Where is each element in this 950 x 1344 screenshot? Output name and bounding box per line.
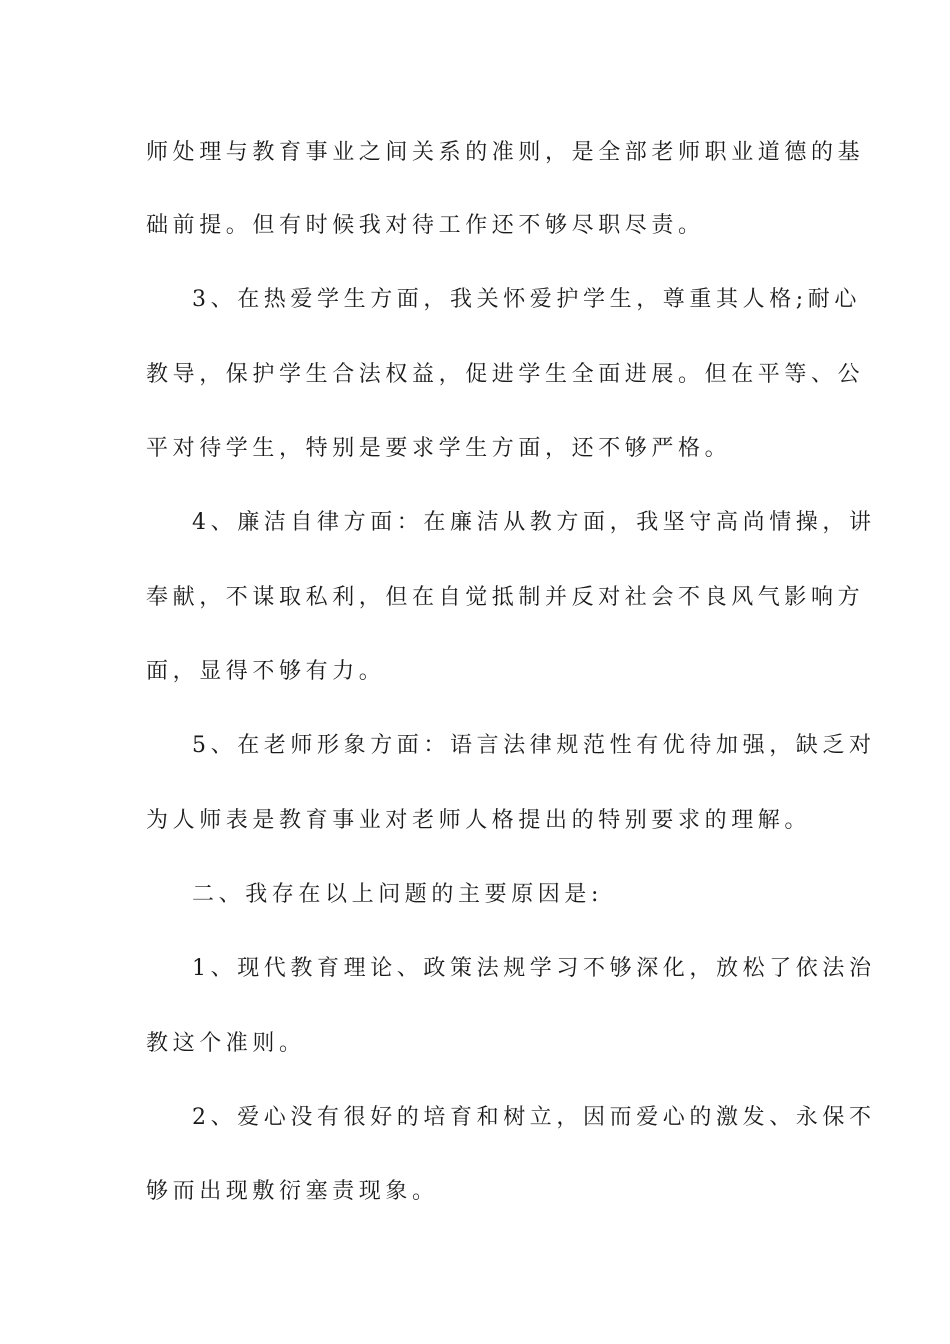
text-line: 奉献，不谋取私利，但在自觉抵制并反对社会不良风气影响方 [146, 585, 865, 610]
paragraph-start-line: 4、廉洁自律方面：在廉洁从教方面，我坚守高尚情操，讲 [192, 510, 876, 535]
paragraph-start-line: 3、在热爱学生方面，我关怀爱护学生，尊重其人格;耐心 [192, 287, 862, 312]
text-line: 平对待学生，特别是要求学生方面，还不够严格。 [146, 436, 732, 461]
text-line: 教导，保护学生合法权益，促进学生全面进展。但在平等、公 [146, 362, 865, 387]
text-line: 为人师表是教育事业对老师人格提出的特别要求的理解。 [146, 808, 812, 833]
text-line: 够而出现敷衍塞责现象。 [146, 1179, 439, 1204]
text-line: 础前提。但有时候我对待工作还不够尽职尽责。 [146, 213, 705, 238]
paragraph-start-line: 2、爱心没有很好的培育和树立，因而爱心的激发、永保不 [192, 1105, 876, 1130]
paragraph-start-line: 1、现代教育理论、政策法规学习不够深化，放松了依法治 [192, 956, 876, 981]
text-line: 面，显得不够有力。 [146, 659, 386, 684]
text-line: 师处理与教育事业之间关系的准则，是全部老师职业道德的基 [146, 140, 865, 165]
section-heading: 二、我存在以上问题的主要原因是: [192, 882, 604, 907]
text-line: 教这个准则。 [146, 1031, 306, 1056]
paragraph-start-line: 5、在老师形象方面：语言法律规范性有优待加强，缺乏对 [192, 733, 876, 758]
